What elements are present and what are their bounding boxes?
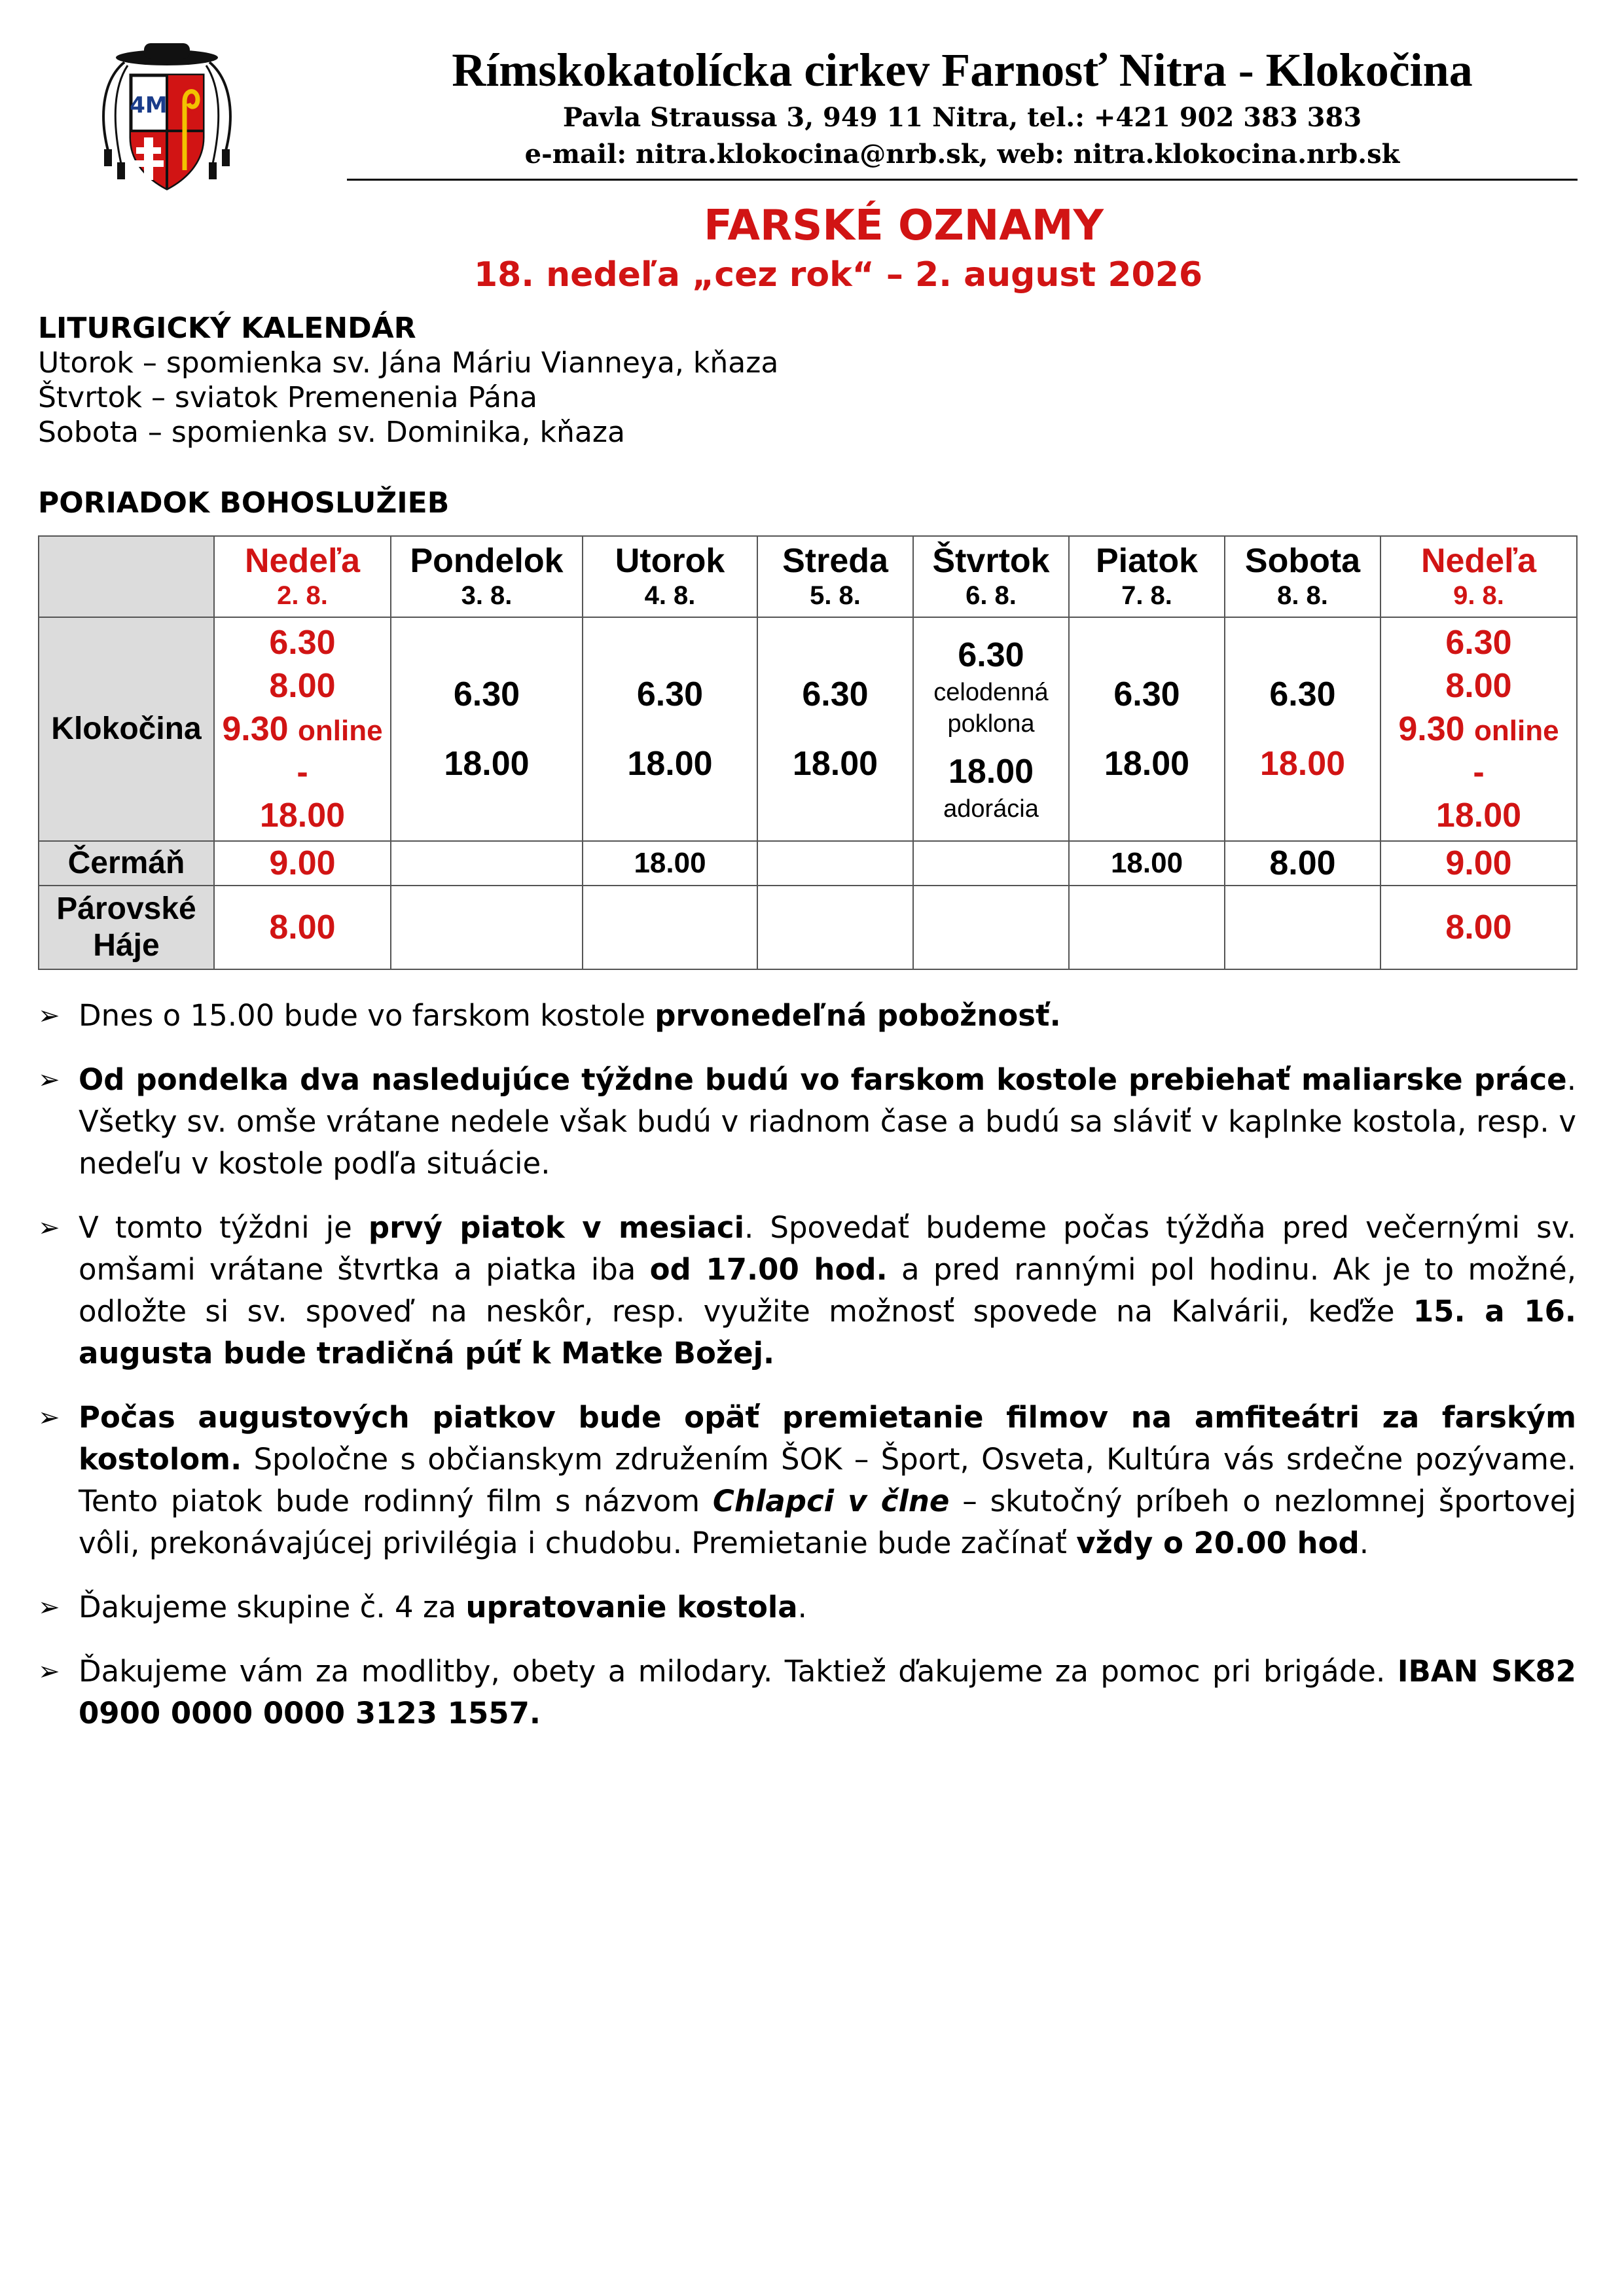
- announcement-item: ➢ V tomto týždni je prvý piatok v mesiaci. Spovedať budeme počas týždňa pred večernými sv. omšami vrátane štvrtka a piatka iba od 17.00 hod. a pred rannými pol hodinu. Ak je to možné, odložte si sv. spoveď na neskôr, resp. využite možnosť spovede na Kalvárii, keďže 15. a 16. augusta bude tradičná púť k Matke Božej.: [38, 1207, 1576, 1374]
- schedule-cell: 9.00: [214, 841, 391, 886]
- table-row-klokocina: [39, 617, 1577, 841]
- schedule-cell: 6.30 18.00: [757, 617, 913, 841]
- day-header: Nedeľa 2. 8.: [214, 536, 391, 617]
- arrow-bullet-icon: ➢: [38, 1213, 60, 1243]
- schedule-cell: 18.00: [1069, 841, 1225, 886]
- announcement-item: ➢ Dnes o 15.00 bude vo farskom kostole prvonedeľná pobožnosť.: [38, 995, 1576, 1037]
- schedule-cell: 6.30 8.00 9.30 online - 18.00: [214, 617, 391, 841]
- day-header: Streda 5. 8.: [757, 536, 913, 617]
- arrow-bullet-icon: ➢: [38, 1065, 60, 1095]
- arrow-bullet-icon: ➢: [38, 1657, 60, 1687]
- schedule-cell: [913, 886, 1069, 969]
- table-row-parovske-haje: [39, 886, 1577, 969]
- letterhead: [347, 41, 1578, 173]
- parish-contact: e-mail: nitra.klokocina@nrb.sk, web: nitra.klokocina.nrb.sk: [524, 139, 1400, 170]
- schedule-cell: [391, 886, 583, 969]
- arrow-bullet-icon: ➢: [38, 1592, 60, 1623]
- sub-title: 18. nedeľa „cez rok“ – 2. august 2026: [473, 255, 1203, 295]
- schedule-cell: [1069, 886, 1225, 969]
- day-header: Pondelok 3. 8.: [391, 536, 583, 617]
- schedule-cell: 8.00: [214, 886, 391, 969]
- row-label: Párovské Háje: [39, 886, 214, 969]
- arrow-bullet-icon: ➢: [38, 1403, 60, 1433]
- day-header: Utorok 4. 8.: [583, 536, 757, 617]
- liturgical-line: Sobota – spomienka sv. Dominika, kňaza: [38, 416, 625, 449]
- announcement-item: ➢ Počas augustových piatkov bude opäť premietanie filmov na amfiteátri za farským kostolom. Spoločne s občianskym združením ŠOK – Šport, Osveta, Kultúra vás srdečne pozývame. Tento piatok bude rodinný film s názvom Chlapci v člne – skutočný príbeh o nezlomnej športovej vôli, prekonávajúcej privilégia i chudobu. Premietanie bude začínať vždy o 20.00 hod.: [38, 1397, 1576, 1564]
- schedule-cell: 6.30 18.00: [1225, 617, 1380, 841]
- liturgical-calendar: [38, 311, 1543, 450]
- corner-cell: [39, 536, 214, 617]
- schedule-cell: 18.00: [583, 841, 757, 886]
- header-divider: [347, 179, 1578, 181]
- schedule-cell: 6.30 18.00: [391, 617, 583, 841]
- day-header: Piatok 7. 8.: [1069, 536, 1225, 617]
- schedule-cell: 9.00: [1380, 841, 1577, 886]
- schedule-cell: 6.30 18.00: [583, 617, 757, 841]
- schedule-cell: 8.00: [1380, 886, 1577, 969]
- liturgical-heading: LITURGICKÝ KALENDÁR: [38, 312, 416, 345]
- schedule-cell: 8.00: [1225, 841, 1380, 886]
- day-header: Sobota 8. 8.: [1225, 536, 1380, 617]
- schedule-heading: PORIADOK BOHOSLUŽIEB: [38, 486, 450, 520]
- parish-address: Pavla Straussa 3, 949 11 Nitra, tel.: +421 902 383 383: [562, 102, 1362, 133]
- schedule-cell: [1225, 886, 1380, 969]
- schedule-cell: [757, 841, 913, 886]
- schedule-cell: 6.30 celodenná poklona 18.00 adorácia: [913, 617, 1069, 841]
- schedule-cell: [583, 886, 757, 969]
- schedule-cell: [913, 841, 1069, 886]
- mass-schedule-table: [38, 535, 1578, 970]
- schedule-cell: 6.30 8.00 9.30 online - 18.00: [1380, 617, 1577, 841]
- table-row-cerman: [39, 841, 1577, 886]
- row-label: Klokočina: [39, 617, 214, 841]
- arrow-bullet-icon: ➢: [38, 1001, 60, 1031]
- announcements-list: [38, 995, 1576, 1757]
- announcement-item: ➢ Ďakujeme vám za modlitby, obety a milodary. Taktiež ďakujeme za pomoc pri brigáde. IBAN SK82 0900 0000 0000 3123 1557.: [38, 1651, 1576, 1734]
- day-header: Nedeľa 9. 8.: [1380, 536, 1577, 617]
- crest-monogram: 4M: [130, 92, 168, 118]
- schedule-cell: [391, 841, 583, 886]
- liturgical-line: Štvrtok – sviatok Premenenia Pána: [38, 381, 537, 414]
- schedule-cell: [757, 886, 913, 969]
- day-header: Štvrtok 6. 8.: [913, 536, 1069, 617]
- announcement-item: ➢ Ďakujeme skupine č. 4 za upratovanie kostola.: [38, 1587, 1576, 1628]
- announcement-item: ➢ Od pondelka dva nasledujúce týždne budú vo farskom kostole prebiehať maliarske práce. Všetky sv. omše vrátane nedele však budú v riadnom čase a budú sa sláviť v kaplnke kostola, resp. v nedeľu v kostole podľa situácie.: [38, 1059, 1576, 1185]
- table-header-row: [39, 536, 1577, 617]
- liturgical-line: Utorok – spomienka sv. Jána Máriu Vianneya, kňaza: [38, 346, 779, 380]
- row-label: Čermáň: [39, 841, 214, 886]
- parish-name: Rímskokatolícka cirkev Farnosť Nitra - Klokočina: [452, 44, 1473, 96]
- main-title: FARSKÉ OZNAMY: [704, 202, 1104, 250]
- parish-crest-logo: [92, 39, 242, 196]
- schedule-cell: 6.30 18.00: [1069, 617, 1225, 841]
